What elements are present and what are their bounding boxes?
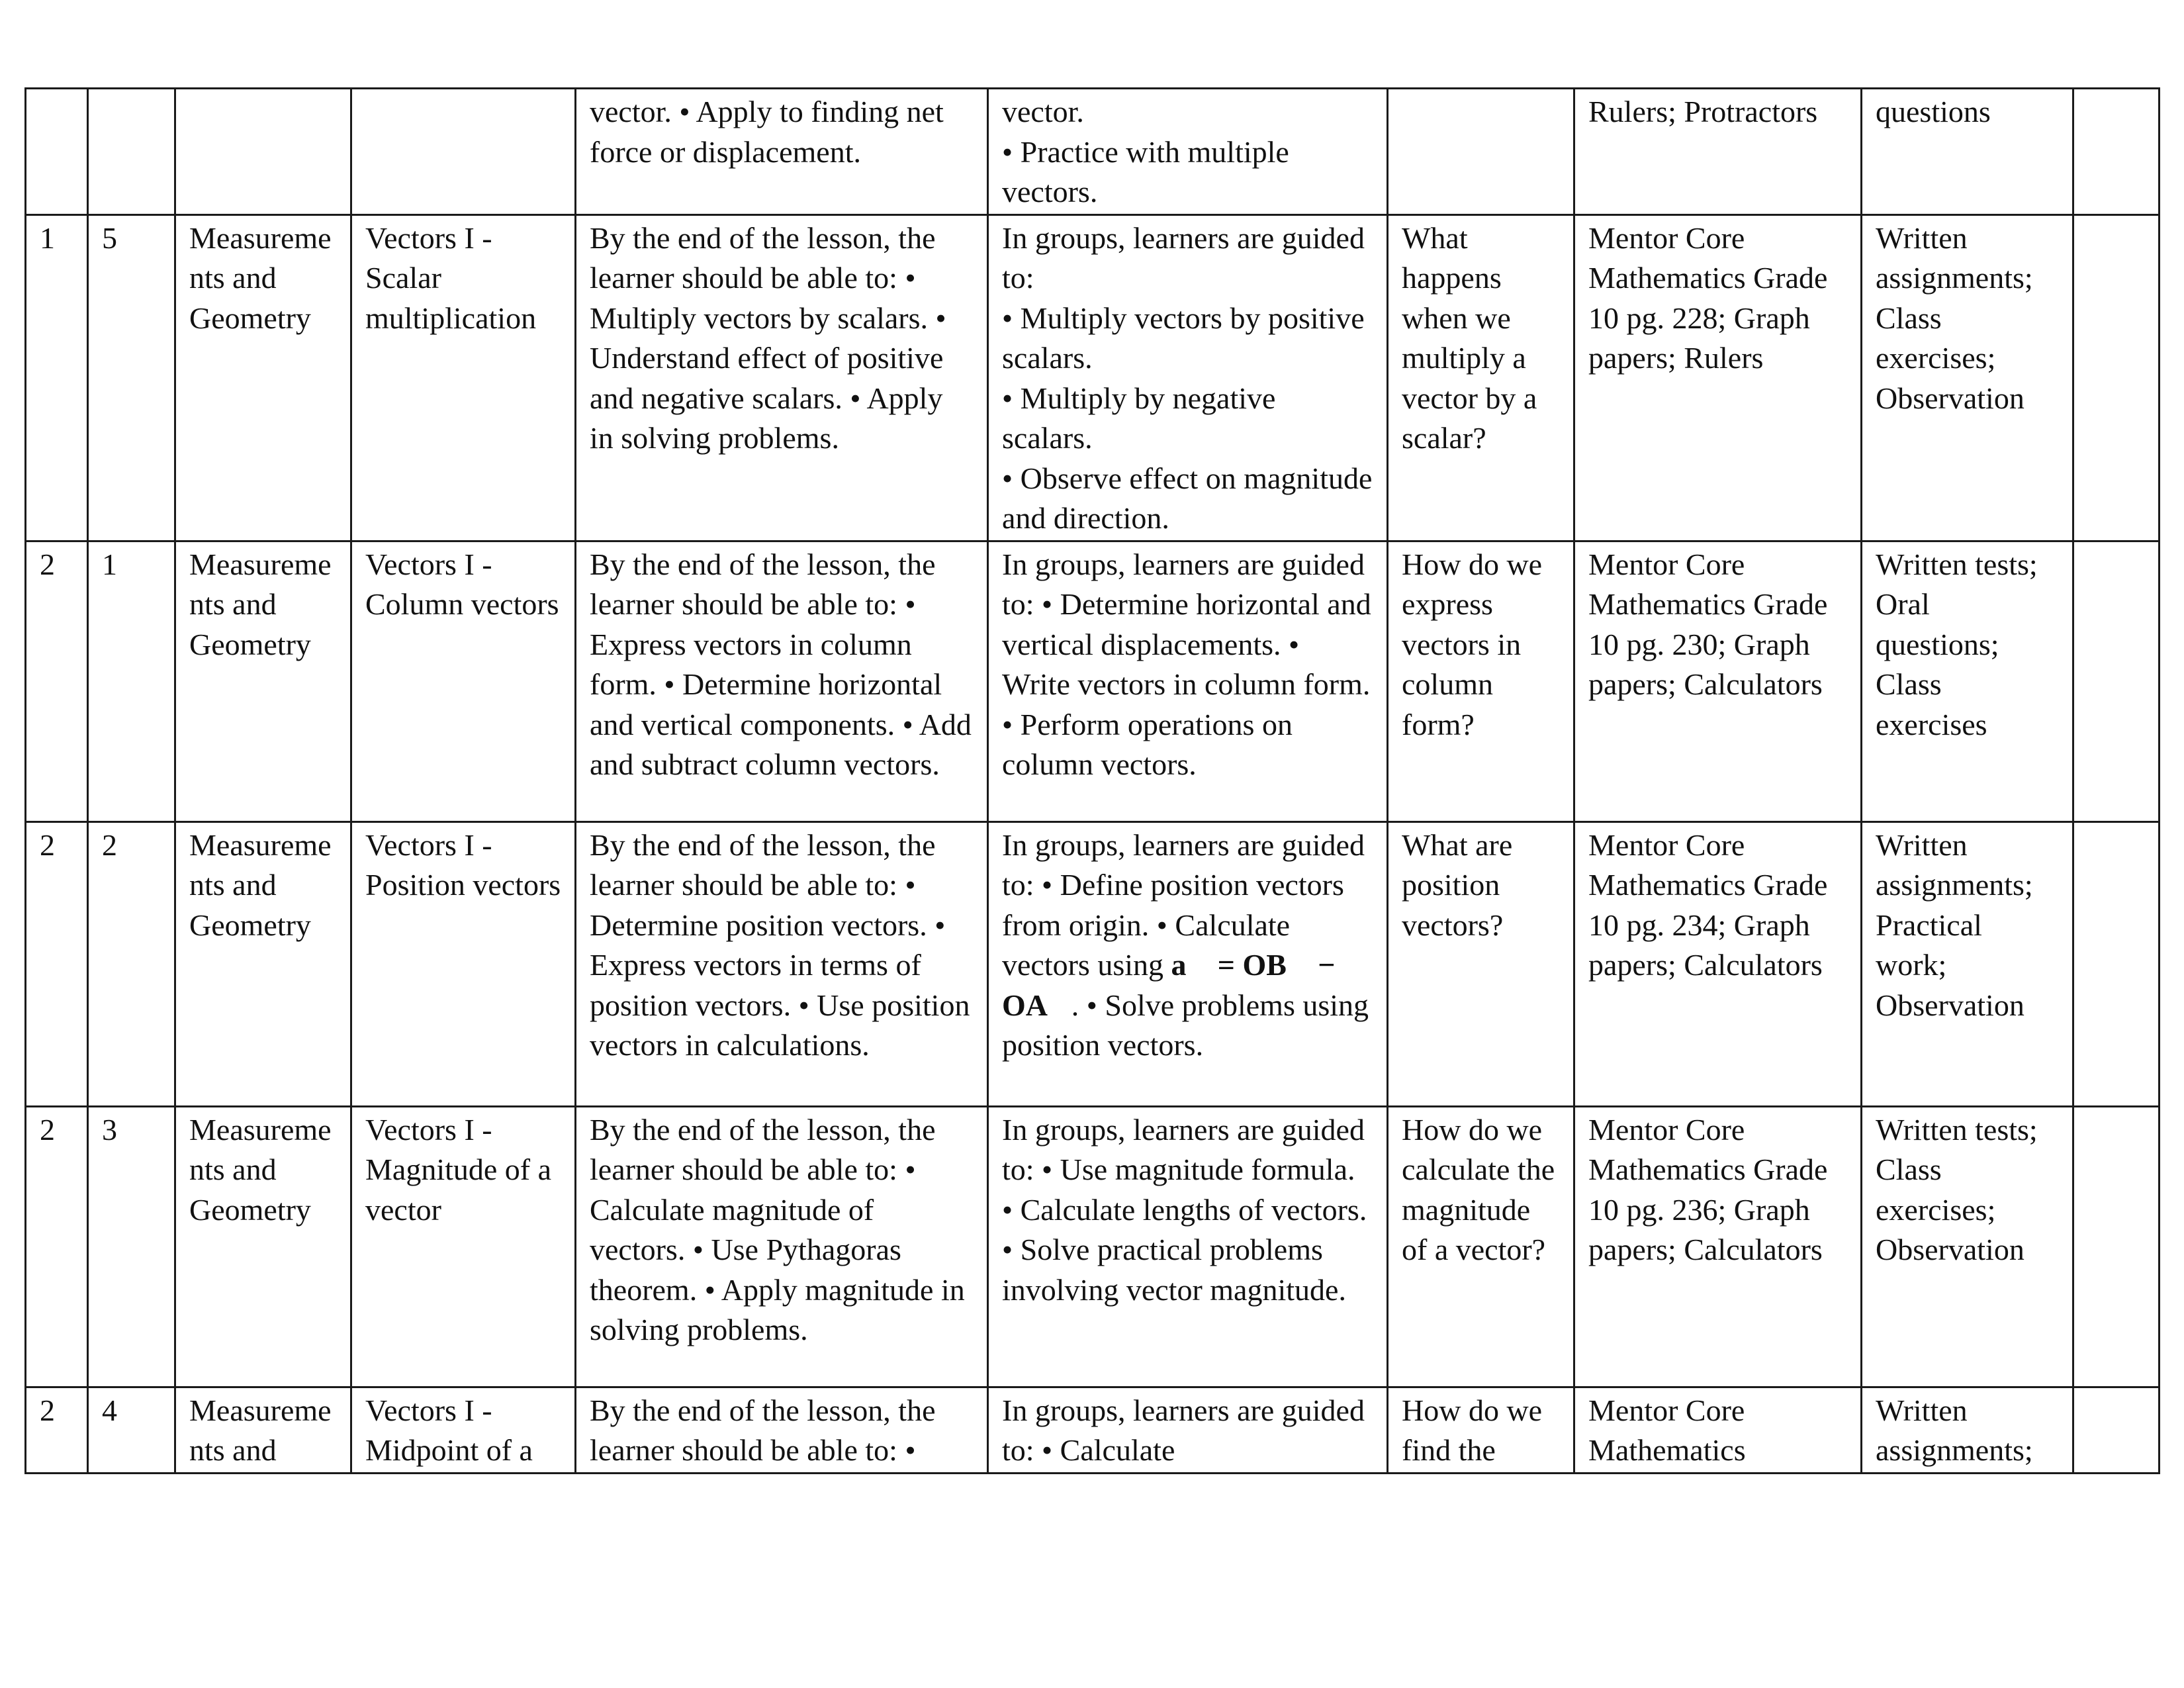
outcome-text: By the end of the lesson, the learner should be able to: • <box>590 1393 936 1467</box>
lesson-cell <box>88 89 175 215</box>
week-cell <box>26 89 88 215</box>
learning-experiences-cell <box>988 89 1388 215</box>
remarks-cell <box>2073 821 2160 1106</box>
experience-line: vector. <box>1002 95 1084 128</box>
learning-outcomes-cell <box>576 541 988 821</box>
week-cell: 1 <box>26 214 88 541</box>
learning-outcomes-cell <box>576 89 988 215</box>
experience-line: In groups, learners are guided to: <box>1002 220 1365 295</box>
week-cell: 2 <box>26 1106 88 1387</box>
resources-cell: Mentor Core Mathematics <box>1574 1387 1862 1473</box>
assessment-cell: Written tests; Class exercises; Observation <box>1862 1106 2073 1387</box>
key-inquiry-cell: How do we find the <box>1388 1387 1574 1473</box>
learning-experiences-cell <box>988 1387 1388 1473</box>
sub-strand-cell <box>351 89 576 215</box>
outcome-text: By the end of the lesson, the learner should be able to: • Multiply vectors by scalars. • Understand effect of positive and negative scalars. • Apply in solving problems. <box>590 220 946 455</box>
week-cell: 2 <box>26 821 88 1106</box>
table-row <box>26 821 2160 1106</box>
sub-strand-cell: Vectors I - Midpoint of a <box>351 1387 576 1473</box>
assessment-cell: questions <box>1862 89 2073 215</box>
experience-line: In groups, learners are guided to: • Calculate <box>1002 1393 1365 1467</box>
table-row <box>26 541 2160 821</box>
strand-cell <box>175 89 351 215</box>
scheme-of-work-table <box>24 87 2160 1474</box>
sub-strand-cell: Vectors I - Column vectors <box>351 541 576 821</box>
lesson-cell: 2 <box>88 821 175 1106</box>
table-row <box>26 1387 2160 1473</box>
lesson-cell: 4 <box>88 1387 175 1473</box>
sub-strand-cell: Vectors I - Scalar multiplication <box>351 214 576 541</box>
learning-outcomes-cell <box>576 214 988 541</box>
strand-cell: Measurements and Geometry <box>175 214 351 541</box>
experience-line: • Practice with multiple vectors. <box>1002 134 1289 209</box>
key-inquiry-cell: How do we express vectors in column form? <box>1388 541 1574 821</box>
remarks-cell <box>2073 541 2160 821</box>
strand-cell: Measurements and Geometry <box>175 821 351 1106</box>
lesson-cell: 1 <box>88 541 175 821</box>
remarks-cell <box>2073 1106 2160 1387</box>
learning-experiences-cell <box>988 541 1388 821</box>
strand-cell: Measurements and Geometry <box>175 1106 351 1387</box>
experience-line: • Observe effect on magnitude and direction. <box>1002 461 1373 535</box>
table-row <box>26 214 2160 541</box>
outcome-text: vector. • Apply to finding net force or displacement. <box>590 95 944 169</box>
remarks-cell <box>2073 89 2160 215</box>
strand-cell: Measurements and <box>175 1387 351 1473</box>
week-cell: 2 <box>26 1387 88 1473</box>
table-row <box>26 89 2160 215</box>
key-inquiry-cell: What are position vectors? <box>1388 821 1574 1106</box>
resources-cell: Mentor Core Mathematics Grade 10 pg. 234; Graph papers; Calculators <box>1574 821 1862 1106</box>
experience-text: In groups, learners are guided to: • Define position vectors from origin. • Calculate vectors using <box>1002 827 1365 982</box>
assessment-cell: Written assignments; Class exercises; Observation <box>1862 214 2073 541</box>
learning-experiences-cell <box>988 821 1388 1106</box>
resources-cell: Mentor Core Mathematics Grade 10 pg. 230; Graph papers; Calculators <box>1574 541 1862 821</box>
experience-line: In groups, learners are guided to: • Determine horizontal and vertical displacements. • Write vectors in column form. • Perform operations on column vectors. <box>1002 547 1371 781</box>
resources-cell: Mentor Core Mathematics Grade 10 pg. 236; Graph papers; Calculators <box>1574 1106 1862 1387</box>
position-vector-equation: a⃗ = OB⃗ − OA⃗ <box>1002 948 1336 1022</box>
lesson-cell: 5 <box>88 214 175 541</box>
outcome-text: By the end of the lesson, the learner should be able to: • Express vectors in column form. • Determine horizontal and vertical components. • Add and subtract column vectors. <box>590 547 972 781</box>
sub-strand-cell: Vectors I - Position vectors <box>351 821 576 1106</box>
experience-line: • Multiply by negative scalars. <box>1002 381 1276 455</box>
resources-cell: Rulers; Protractors <box>1574 89 1862 215</box>
week-cell: 2 <box>26 541 88 821</box>
table-row <box>26 1106 2160 1387</box>
learning-outcomes-cell <box>576 821 988 1106</box>
learning-experiences-cell <box>988 1106 1388 1387</box>
learning-experiences-cell <box>988 214 1388 541</box>
remarks-cell <box>2073 1387 2160 1473</box>
assessment-cell: Written assignments; <box>1862 1387 2073 1473</box>
outcome-text: By the end of the lesson, the learner should be able to: • Determine position vectors. • Express vectors in terms of position vectors. • Use position vectors in calculations. <box>590 827 970 1062</box>
learning-outcomes-cell <box>576 1387 988 1473</box>
learning-outcomes-cell <box>576 1106 988 1387</box>
assessment-cell: Written tests; Oral questions; Class exercises <box>1862 541 2073 821</box>
strand-cell: Measurements and Geometry <box>175 541 351 821</box>
key-inquiry-cell <box>1388 89 1574 215</box>
remarks-cell <box>2073 214 2160 541</box>
lesson-cell: 3 <box>88 1106 175 1387</box>
outcome-text: By the end of the lesson, the learner should be able to: • Calculate magnitude of vectors. • Use Pythagoras theorem. • Apply magnitude in solving problems. <box>590 1112 965 1346</box>
assessment-cell: Written assignments; Practical work; Observation <box>1862 821 2073 1106</box>
experience-text: . • Solve problems using position vectors. <box>1002 988 1369 1062</box>
key-inquiry-cell: What happens when we multiply a vector by a scalar? <box>1388 214 1574 541</box>
key-inquiry-cell: How do we calculate the magnitude of a vector? <box>1388 1106 1574 1387</box>
resources-cell: Mentor Core Mathematics Grade 10 pg. 228; Graph papers; Rulers <box>1574 214 1862 541</box>
sub-strand-cell: Vectors I - Magnitude of a vector <box>351 1106 576 1387</box>
experience-line: • Multiply vectors by positive scalars. <box>1002 301 1365 375</box>
experience-line: In groups, learners are guided to: • Use magnitude formula. • Calculate lengths of vectors. • Solve practical problems involving vector magnitude. <box>1002 1112 1367 1307</box>
